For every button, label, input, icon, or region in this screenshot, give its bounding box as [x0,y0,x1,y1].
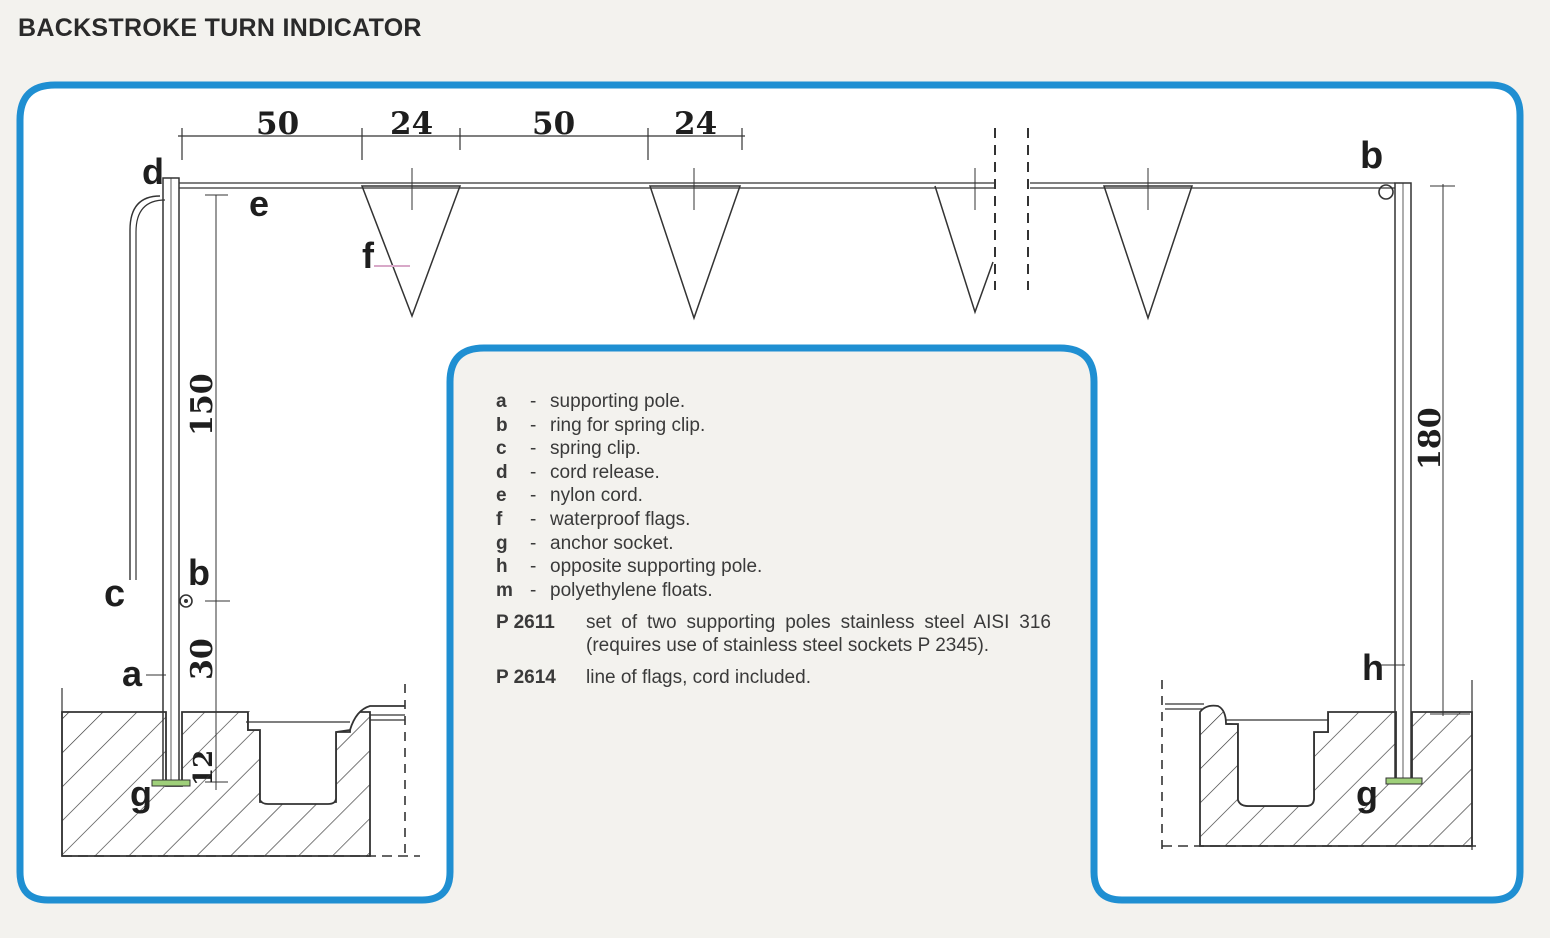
label-g-left: g [130,773,152,814]
legend-item: e - nylon cord. [496,485,643,507]
legend-letter: h [496,556,508,578]
legend-text: opposite supporting pole. [550,556,763,578]
dim-spacing-2: 50 [532,106,576,142]
label-a: a [122,653,143,694]
right-supporting-pole [1395,183,1411,783]
legend-letter: d [496,461,508,483]
legend-item: b - ring for spring clip. [496,414,706,436]
product-description: set of two supporting poles stainless steel AISI 316 (requires use of stainless steel sockets P 2345). [586,612,1051,656]
dim-spacing-1: 50 [256,106,300,142]
legend-text: polyethylene floats. [550,579,713,601]
legend-item: d - cord release. [496,461,660,483]
dim-pole-height-left: 150 [185,373,220,436]
label-b-left: b [188,552,210,593]
dim-clip-height: 30 [185,638,220,680]
legend-item: a - supporting pole. [496,391,686,412]
legend-letter: b [496,414,508,436]
legend-letter: f [496,508,503,530]
legend-item: g - anchor socket. [496,532,674,554]
legend-item: m - polyethylene floats. [496,579,713,601]
label-h: h [1362,647,1384,688]
legend-letter: a [496,391,507,412]
legend-text: anchor socket. [550,532,674,554]
product-code: P 2611 [496,612,555,634]
legend-text: supporting pole. [550,391,686,412]
product-item [496,612,1066,657]
legend-text: cord release. [550,461,660,483]
legend-item: f - waterproof flags. [496,508,691,530]
dim-flag-width-2: 24 [674,106,718,142]
page-title: BACKSTROKE TURN INDICATOR [18,14,422,42]
legend-letter: c [496,438,507,460]
label-f: f [362,235,374,276]
label-d: d [142,151,164,192]
label-c: c [104,573,126,615]
product-code: P 2614 [496,667,556,689]
dim-pole-height-right: 180 [1413,407,1448,470]
legend-text: ring for spring clip. [550,414,706,436]
legend-item: h - opposite supporting pole. [496,556,763,578]
label-e: e [249,183,270,224]
legend-letter: g [496,532,508,554]
legend-letter: m [496,579,513,601]
product-item [496,667,1066,690]
product-description: line of flags, cord included. [586,667,811,689]
legend-item: c - spring clip. [496,438,641,460]
dim-flag-width-1: 24 [390,106,434,142]
legend-list [496,390,1066,602]
legend-text: waterproof flags. [550,508,691,530]
label-b-right: b [1360,135,1384,177]
label-g-right: g [1356,773,1378,814]
legend-text: spring clip. [550,438,641,460]
legend-panel [496,390,1066,690]
legend-text: nylon cord. [550,485,643,507]
legend-letter: e [496,485,507,507]
left-supporting-pole [163,178,179,784]
